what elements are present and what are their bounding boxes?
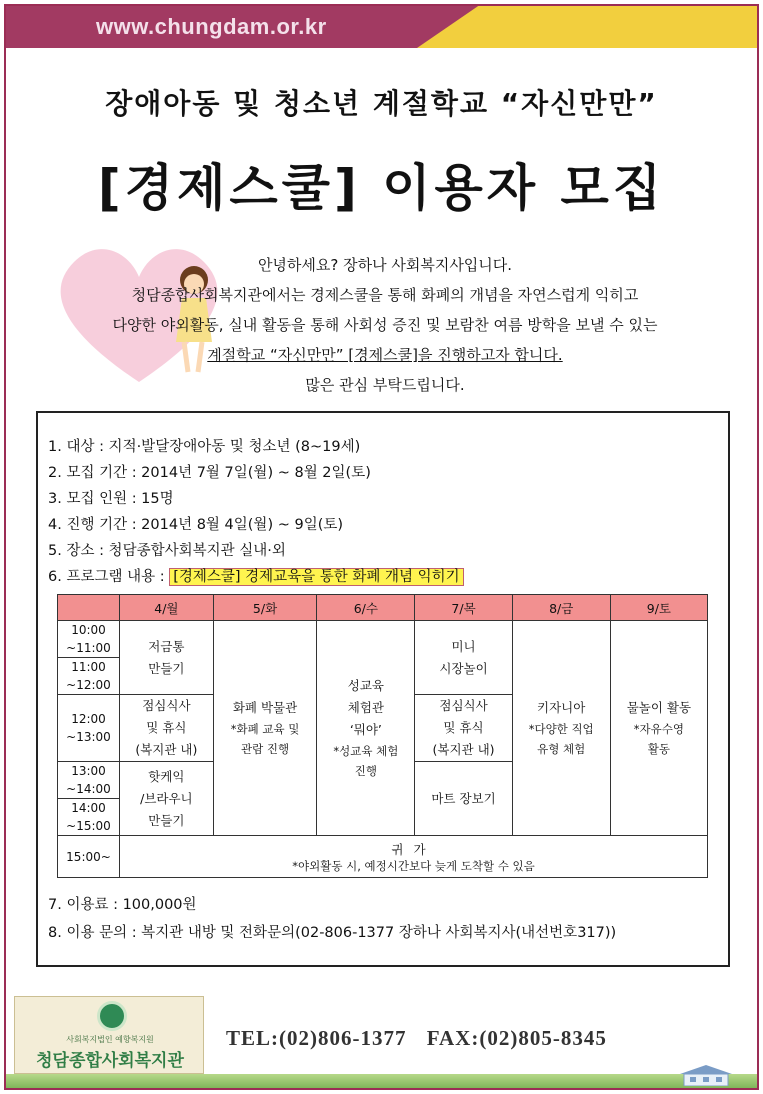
time-start: 12:00 [71, 712, 106, 726]
tue-cell [213, 621, 317, 836]
thu-morning-cell [415, 621, 512, 695]
site-url[interactable]: www.chungdam.or.kr [96, 14, 327, 39]
day-header: 9/토 [610, 595, 707, 621]
time-start: 13:00 [71, 764, 106, 778]
cell-note: *자유수영 [633, 722, 684, 736]
mon-afternoon-cell [120, 762, 214, 836]
cell-note: *화폐 교육 및 [230, 722, 300, 736]
table-row [58, 621, 708, 658]
item-recruit-period: 2. 모집 기간 : 2014년 7월 7일(월) ~ 8월 2일(토) [48, 465, 371, 481]
mon-lunch-cell [120, 695, 214, 762]
day-header: 8/금 [512, 595, 610, 621]
cell-text: 시장놀이 [439, 660, 488, 676]
time-end: ~13:00 [66, 730, 111, 744]
top-banner [6, 6, 757, 48]
page-subtitle: 장애아동 및 청소년 계절학교 “자신만만” [105, 87, 658, 120]
item-program-period: 4. 진행 기간 : 2014년 8월 4일(월) ~ 9일(토) [48, 517, 344, 533]
cell-text: 저금통 [148, 638, 185, 654]
cell-text: 체험관 [347, 700, 384, 715]
organization-logo [14, 996, 204, 1074]
day-header: 6/수 [317, 595, 415, 621]
cell-note: *성교육 체험 [333, 744, 399, 758]
fri-cell [512, 621, 610, 836]
time-cell [58, 621, 120, 658]
return-label: 귀가 [391, 841, 436, 857]
banner-stripe [417, 6, 757, 48]
cell-text: 점심식사 [439, 698, 488, 713]
intro-line-4: 계절학교 “자신만만” [경제스쿨]을 진행하고자 합니다. [207, 346, 563, 364]
cell-text: 미니 [451, 638, 476, 654]
cell-note: 활동 [647, 742, 670, 756]
logo-center-name: 청담종합사회복지관 [36, 1051, 184, 1071]
time-cell [58, 658, 120, 695]
emblem-icon [97, 1001, 127, 1031]
return-note: *야외활동 시, 예정시간보다 늦게 도착할 수 있음 [292, 858, 535, 873]
footer-contact: TEL:(02)806-1377 FAX:(02)805-8345 [226, 1026, 607, 1050]
item-target: 1. 대상 : 지적·발달장애아동 및 청소년 (8~19세) [48, 439, 361, 455]
item-location: 5. 장소 : 청담종합사회복지관 실내·외 [48, 543, 286, 559]
cell-text: 및 휴식 [146, 720, 187, 735]
wed-cell [317, 621, 415, 836]
cell-text: (복지관 내) [135, 742, 198, 757]
program-highlight: [경제스쿨] 경제교육을 통한 화폐 개념 익히기 [169, 568, 463, 586]
cell-text: 성교육 [347, 678, 384, 693]
intro-line-3: 다양한 야외활동, 실내 활동을 통해 사회성 증진 및 보람찬 여름 방학을 보낼 수 있는 [112, 316, 658, 334]
cell-note: 유형 체험 [537, 742, 586, 756]
cell-text: 마트 장보기 [431, 790, 496, 806]
header-corner [58, 595, 120, 621]
item-inquiry: 8. 이용 문의 : 복지관 내방 및 전화문의(02-806-1377 장하나 사회복지사(내선번호317)) [48, 925, 617, 941]
grass-decoration [6, 1074, 757, 1088]
intro-message [30, 250, 740, 400]
cell-text: 및 휴식 [443, 720, 484, 735]
time-cell [58, 799, 120, 836]
time-cell [58, 762, 120, 799]
house-icon [676, 1064, 736, 1086]
time-start: 11:00 [71, 660, 106, 674]
day-header: 4/월 [120, 595, 214, 621]
item-recruit-count: 3. 모집 인원 : 15명 [48, 491, 174, 507]
day-header: 5/화 [213, 595, 317, 621]
time-start: 14:00 [71, 801, 106, 815]
cell-text: 만들기 [148, 660, 185, 676]
time-cell: 15:00~ [58, 836, 120, 878]
cell-text: ‘뭐야’ [349, 722, 382, 737]
time-end: ~12:00 [66, 678, 111, 692]
item-program-label: 6. 프로그램 내용 : [48, 569, 170, 585]
info-list [48, 434, 464, 590]
return-cell [120, 836, 708, 878]
time-cell [58, 695, 120, 762]
intro-line-1: 안녕하세요? 장하나 사회복지사입니다. [257, 256, 513, 274]
schedule-table [57, 594, 708, 878]
cell-text: 화폐 박물관 [232, 700, 298, 715]
intro-line-5: 많은 관심 부탁드립니다. [305, 376, 465, 394]
logo-foundation-name: 사회복지법인 예향복지원 [66, 1035, 154, 1044]
item-fee: 7. 이용료 : 100,000원 [48, 897, 197, 913]
time-end: ~15:00 [66, 819, 111, 833]
thu-lunch-cell [415, 695, 512, 762]
time-end: ~14:00 [66, 782, 111, 796]
thu-afternoon-cell [415, 762, 512, 836]
time-start: 10:00 [71, 623, 106, 637]
table-row [58, 836, 708, 878]
cell-text: (복지관 내) [432, 742, 495, 757]
info-list-continued [48, 891, 616, 947]
cell-text: /브라우니 [140, 790, 193, 806]
day-header: 7/목 [415, 595, 512, 621]
item-program-content [48, 564, 464, 590]
cell-text: 물놀이 활동 [626, 700, 692, 715]
page-title: [경제스쿨] 이용자 모집 [97, 159, 666, 217]
cell-text: 키자니아 [537, 700, 586, 715]
sat-cell [610, 621, 707, 836]
cell-note: 관람 진행 [240, 742, 290, 756]
cell-text: 점심식사 [142, 698, 191, 713]
cell-text: 만들기 [148, 812, 185, 828]
cell-note: 진행 [354, 764, 377, 778]
intro-line-2: 청담종합사회복지관에서는 경제스쿨을 통해 화폐의 개념을 자연스럽게 익히고 [131, 286, 639, 304]
time-end: ~11:00 [66, 641, 111, 655]
cell-note: *다양한 직업 [528, 722, 594, 736]
mon-morning-cell [120, 621, 214, 695]
schedule-header-row [58, 595, 708, 621]
cell-text: 핫케익 [148, 768, 185, 784]
